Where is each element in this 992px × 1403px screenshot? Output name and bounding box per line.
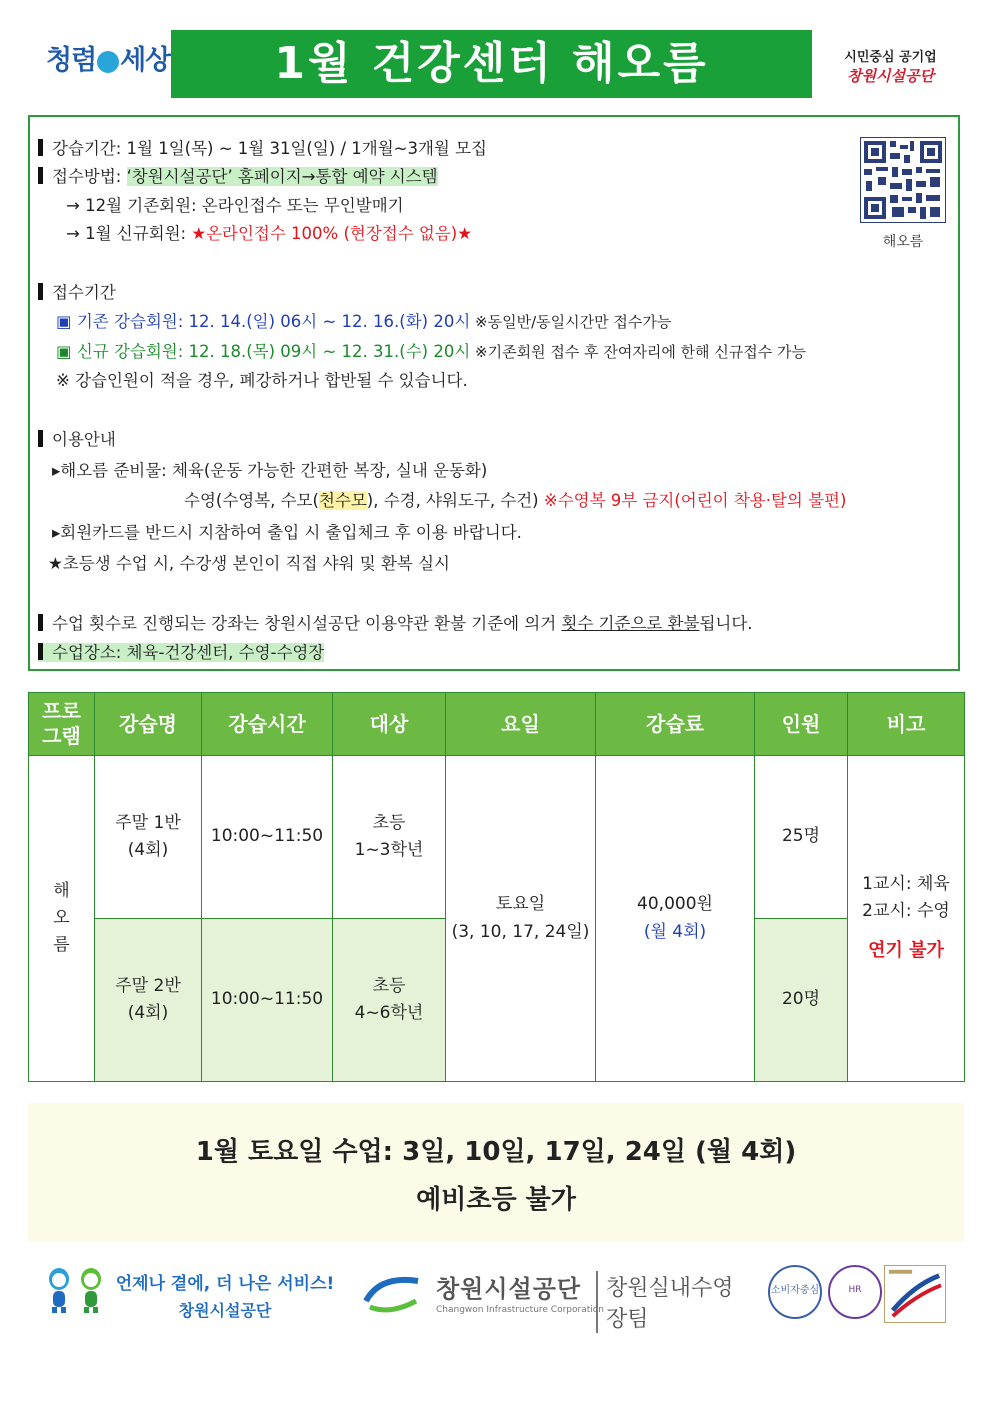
capacity-cell: 20명: [755, 919, 848, 1082]
qr-label: 해오름: [882, 234, 924, 250]
human-rights-certification-icon: HR: [828, 1265, 882, 1319]
bullet-bar: [38, 167, 43, 184]
ccm-certification-icon: 소비자중심: [768, 1265, 822, 1319]
capacity-cell: 25명: [755, 756, 848, 919]
day-cell: 토요일 (3, 10, 17, 24일): [446, 756, 596, 1082]
integrity-world-logo: 청렴 세상: [46, 45, 171, 76]
fee-cell: 40,000원 (월 4회): [596, 756, 755, 1082]
header-fee: 강습료: [596, 693, 755, 756]
bullet-bar: [38, 614, 43, 631]
header-day: 요일: [446, 693, 596, 756]
cancel-note: ※ 강습인원이 적을 경우, 폐강하거나 합반될 수 있습니다.: [56, 371, 468, 390]
footer-slogan: 언제나 곁에, 더 나은 서비스! 창원시설공단: [115, 1274, 335, 1320]
location-line: 수업장소: 체육-건강센터, 수영-수영장: [38, 639, 324, 663]
member-card-line: ▸회원카드를 반드시 지참하여 출입 시 출입체크 후 이용 바랍니다.: [52, 523, 522, 542]
mascot-icon: [46, 1267, 72, 1313]
header-target: 대상: [333, 693, 446, 756]
reg-new-line: ▣ 신규 강습회원: 12. 18.(목) 09시 ~ 12. 31.(수) 20시 ※기존회원 접수 후 잔여자리에 한해 신규접수 가능: [56, 342, 807, 361]
header-class-time: 강습시간: [202, 693, 333, 756]
usage-title: 이용안내: [38, 426, 116, 450]
header-capacity: 인원: [755, 693, 848, 756]
class-name-cell: 주말 1반 (4회): [95, 756, 202, 919]
schedule-table: [28, 692, 965, 1082]
notice-schedule: 1월 토요일 수업: 3일, 10일, 17일, 24일 (월 4회): [195, 1137, 797, 1167]
reg-existing-line: ▣ 기존 강습회원: 12. 14.(일) 06시 ~ 12. 16.(화) 20시 ※동일반/동일시간만 접수가능: [56, 312, 672, 331]
bullet-bar: [38, 643, 43, 660]
info-box: [28, 115, 960, 671]
bullet-bar: [38, 283, 43, 300]
elementary-note: ★초등생 수업 시, 수강생 본인이 직접 샤워 및 환복 실시: [48, 554, 450, 573]
corporation-footer-logo: 창원시설공단 Changwon Infrastructure Corporation 창원실내수영장팀: [360, 1267, 750, 1323]
header-program: 프로 그램: [29, 693, 95, 756]
bullet-bar: [38, 430, 43, 447]
team-name: 창원실내수영장팀: [596, 1271, 750, 1333]
notice-preschool: 예비초등 불가: [416, 1185, 576, 1215]
prep-pe-line: ▸해오름 준비물: 체육(운동 가능한 간편한 복장, 실내 운동화): [52, 461, 488, 480]
header: [0, 0, 992, 110]
new-member-line: → 1월 신규회원: ★온라인접수 100% (현장접수 없음)★: [66, 224, 473, 243]
table-row: [29, 756, 965, 919]
existing-member-line: → 12월 기존회원: 온라인접수 또는 무인발매기: [66, 196, 404, 215]
footer: [0, 1255, 992, 1335]
reservation-system-highlight: ‘창원시설공단’ 홈페이지→통합 예약 시스템: [126, 167, 438, 186]
method-line: 접수방법: ‘창원시설공단’ 홈페이지→통합 예약 시스템: [38, 163, 438, 187]
refund-line: 수업 횟수로 진행되는 강좌는 창원시설공단 이용약관 환불 기준에 의거 횟수 기준으로 환불됩니다.: [38, 610, 753, 634]
class-name-cell: 주말 2반 (4회): [95, 919, 202, 1082]
saturday-notice: [28, 1103, 964, 1241]
period-line: 강습기간: 1월 1일(목) ~ 1월 31일(일) / 1개월~3개월 모집: [38, 135, 487, 159]
prep-swim-line: 수영(수영복, 수모(천수모), 수경, 샤워도구, 수건) ※수영복 9부 금지(어린이 착용·탈의 불편): [184, 491, 847, 510]
no-postpone-label: 연기 불가: [868, 940, 944, 962]
corporation-slogan: 시민중심 공기업: [844, 50, 937, 65]
header-class-name: 강습명: [95, 693, 202, 756]
globe-icon: [97, 51, 119, 73]
qr-code-icon[interactable]: [860, 137, 946, 223]
bullet-bar: [38, 139, 43, 156]
header-remarks: 비고: [848, 693, 965, 756]
remarks-cell: 1교시: 체육 2교시: 수영 연기 불가: [848, 756, 965, 1082]
corporation-logo: [828, 46, 953, 86]
target-cell: 초등 4~6학년: [333, 919, 446, 1082]
service-quality-certification-icon: [884, 1265, 946, 1323]
table-header-row: [29, 693, 965, 756]
class-time-cell: 10:00~11:50: [202, 919, 333, 1082]
target-cell: 초등 1~3학년: [333, 756, 446, 919]
corporation-emblem-icon: [360, 1271, 426, 1319]
reg-period-title: 접수기간: [38, 279, 116, 303]
program-cell: 해 오 름: [29, 756, 95, 1082]
page-title: 1월 건강센터 해오름: [171, 30, 812, 98]
class-time-cell: 10:00~11:50: [202, 756, 333, 919]
mascot-icon: [78, 1267, 104, 1313]
corporation-name: 창원시설공단: [847, 67, 934, 85]
